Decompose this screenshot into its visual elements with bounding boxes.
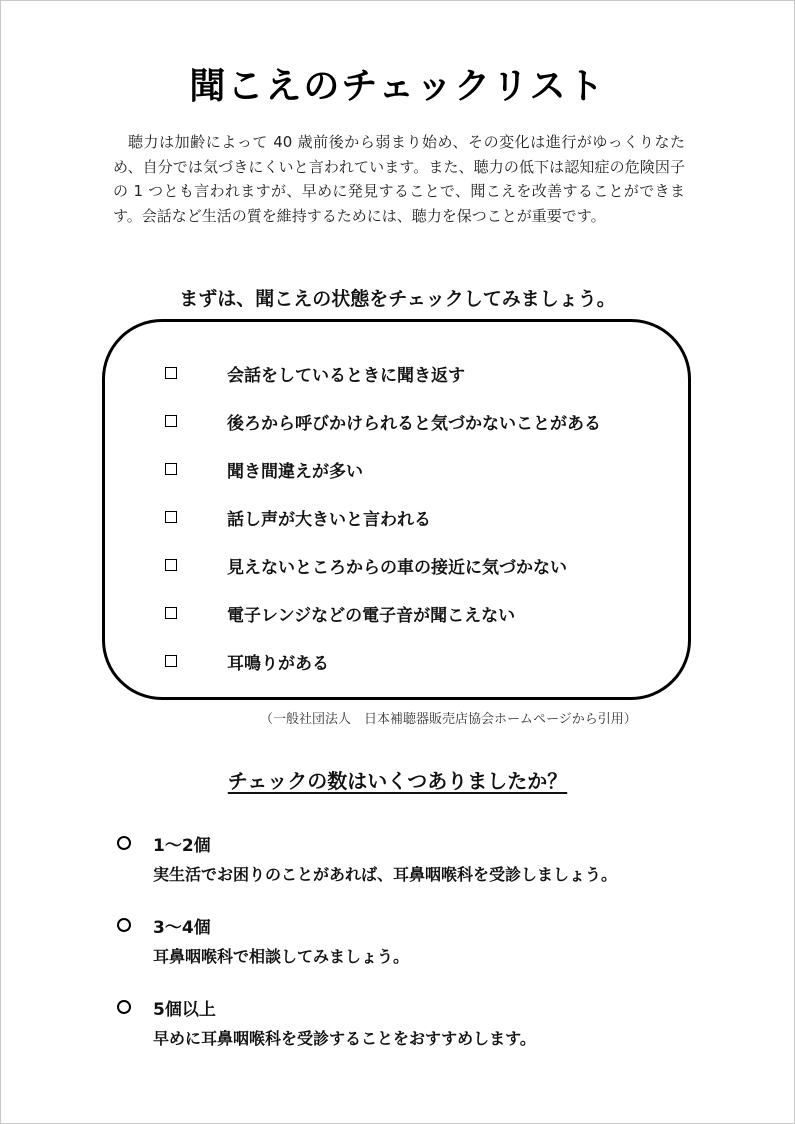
circle-bullet-icon: [117, 1000, 131, 1014]
source-citation: （一般社団法人 日本補聴器販売店協会ホームページから引用）: [260, 712, 637, 727]
result-item: [117, 830, 717, 885]
result-item: [117, 994, 717, 1049]
checkbox-icon[interactable]: [165, 511, 177, 523]
page-title: 聞こえのチェックリスト: [189, 66, 606, 107]
checklist-item-label: 後ろから呼びかけられると気づかないことがある: [227, 413, 601, 434]
result-advice: 耳鼻咽喉科で相談してみましょう。: [153, 947, 410, 966]
result-range: 5個以上: [153, 999, 216, 1020]
checklist-item-label: 電子レンジなどの電子音が聞こえない: [227, 605, 516, 626]
checklist-item-label: 耳鳴りがある: [227, 653, 329, 674]
checklist-item[interactable]: [165, 454, 685, 484]
checklist-item-label: 聞き間違えが多い: [227, 461, 363, 482]
checklist-item[interactable]: [165, 646, 685, 676]
checkbox-icon[interactable]: [165, 367, 177, 379]
circle-bullet-icon: [117, 918, 131, 932]
checkbox-icon[interactable]: [165, 415, 177, 427]
result-range: 1～2個: [153, 835, 211, 856]
checklist-item[interactable]: [165, 550, 685, 580]
checklist-box: [102, 319, 691, 700]
result-range: 3～4個: [153, 917, 211, 938]
results-heading: チェックの数はいくつありましたか？: [227, 769, 568, 793]
checkbox-icon[interactable]: [165, 607, 177, 619]
result-advice: 実生活でお困りのことがあれば、耳鼻咽喉科を受診しましょう。: [153, 865, 618, 884]
checkbox-icon[interactable]: [165, 463, 177, 475]
checklist-item-label: 見えないところからの車の接近に気づかない: [227, 557, 567, 578]
result-item: [117, 912, 717, 967]
checklist-item[interactable]: [165, 598, 685, 628]
checklist-item[interactable]: [165, 358, 685, 388]
checklist-item[interactable]: [165, 502, 685, 532]
circle-bullet-icon: [117, 836, 131, 850]
intro-paragraph: 聴力は加齢によって 40 歳前後から弱まり始め、その変化は進行がゆっくりなため、自分では気づきにくいと言われています。また、聴力の低下は認知症の危険因子の 1 つとも言われますが、早めに発見することで、聞こえを改善することができます。会話など生活の質を維持するためには、聴力を保つことが重要です。: [113, 133, 685, 225]
checkbox-icon[interactable]: [165, 559, 177, 571]
result-advice: 早めに耳鼻咽喉科を受診することをおすすめします。: [153, 1029, 536, 1048]
checklist-item-label: 会話をしているときに聞き返す: [227, 365, 465, 386]
checklist-item-label: 話し声が大きいと言われる: [227, 509, 431, 530]
results-heading-wrap: [0, 765, 795, 794]
checklist-prompt: まずは、聞こえの状態をチェックしてみましょう。: [179, 288, 616, 310]
checklist-item[interactable]: [165, 406, 685, 436]
checkbox-icon[interactable]: [165, 655, 177, 667]
